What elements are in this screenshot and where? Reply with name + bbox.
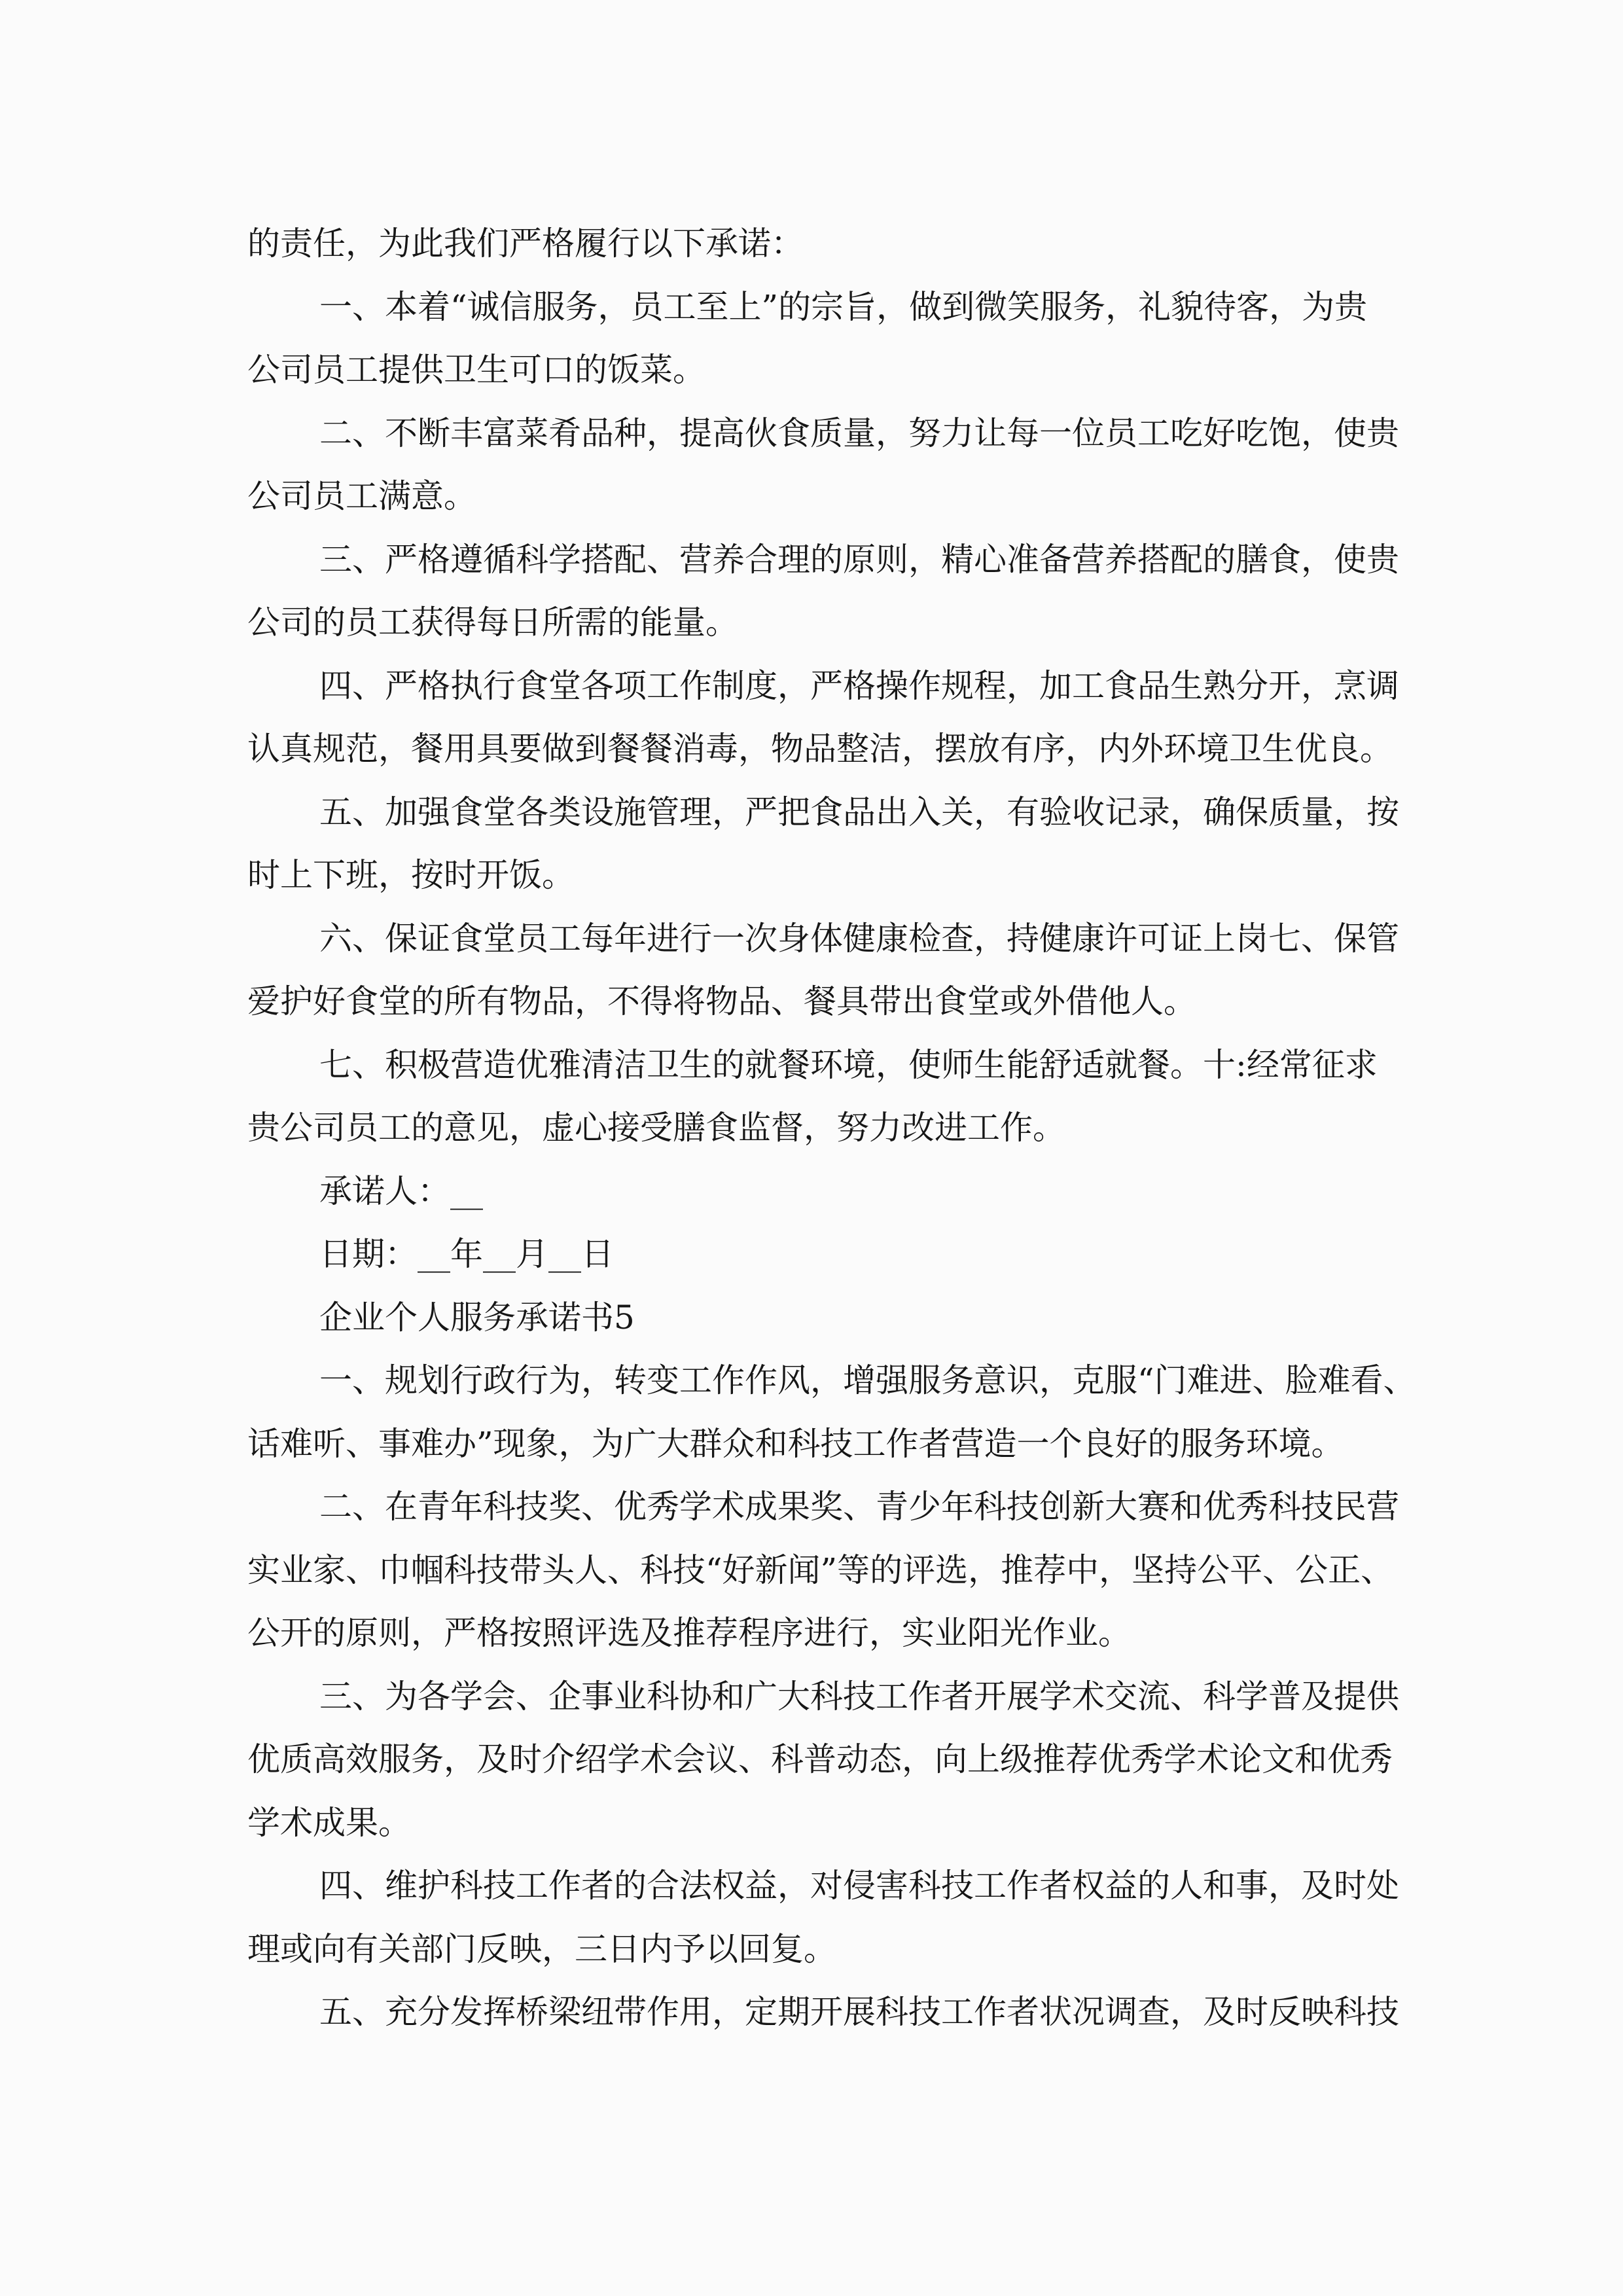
text-line: 五、加强食堂各类设施管理，严把食品出入关，有验收记录，确保质量，按 xyxy=(319,793,1399,831)
text-line: 公司员工满意。 xyxy=(247,477,476,515)
text-line: 话难听、事难办”现象，为广大群众和科技工作者营造一个良好的服务环境。 xyxy=(247,1424,1344,1463)
document-content xyxy=(247,212,1419,2044)
text-line: 四、严格执行食堂各项工作制度，严格操作规程，加工食品生熟分开，烹调 xyxy=(319,666,1399,705)
text-line: 认真规范，餐用具要做到餐餐消毒，物品整洁，摆放有序，内外环境卫生优良。 xyxy=(247,730,1393,768)
text-line: 四、维护科技工作者的合法权益，对侵害科技工作者权益的人和事，及时处 xyxy=(319,1867,1399,1905)
text-line: 七、积极营造优雅清洁卫生的就餐环境，使师生能舒适就餐。十:经常征求 xyxy=(319,1045,1378,1084)
text-line: 三、严格遵循科学搭配、营养合理的原则，精心准备营养搭配的膳食，使贵 xyxy=(319,540,1399,579)
text-line: 二、在青年科技奖、优秀学术成果奖、青少年科技创新大赛和优秀科技民营 xyxy=(319,1488,1399,1526)
text-line: 公司员工提供卫生可口的饭菜。 xyxy=(247,351,705,389)
text-line: 实业家、巾帼科技带头人、科技“好新闻”等的评选，推荐中，坚持公平、公正、 xyxy=(247,1551,1394,1589)
text-line: 五、充分发挥桥梁纽带作用，定期开展科技工作者状况调查，及时反映科技 xyxy=(319,1993,1399,2031)
text-line: 优质高效服务，及时介绍学术会议、科普动态，向上级推荐优秀学术论文和优秀 xyxy=(247,1740,1393,1778)
text-line: 理或向有关部门反映，三日内予以回复。 xyxy=(247,1929,836,1968)
text-line: 公开的原则，严格按照评选及推荐程序进行，实业阳光作业。 xyxy=(247,1614,1131,1652)
text-line: 时上下班，按时开饭。 xyxy=(247,856,575,894)
text-line: 学术成果。 xyxy=(247,1803,411,1842)
text-line: 企业个人服务承诺书5 xyxy=(319,1298,635,1336)
text-line: 三、为各学会、企事业科协和广大科技工作者开展学术交流、科学普及提供 xyxy=(319,1677,1399,1715)
text-line: 贵公司员工的意见，虚心接受膳食监督，努力改进工作。 xyxy=(247,1109,1065,1147)
text-line: 日期：__年__月__日 xyxy=(319,1235,614,1273)
text-line: 公司的员工获得每日所需的能量。 xyxy=(247,603,738,641)
text-line: 六、保证食堂员工每年进行一次身体健康检查，持健康许可证上岗七、保管 xyxy=(319,919,1399,958)
text-line: 的责任，为此我们严格履行以下承诺： xyxy=(247,224,804,262)
text-line: 二、不断丰富菜肴品种，提高伙食质量，努力让每一位员工吃好吃饱，使贵 xyxy=(319,414,1399,452)
text-line: 爱护好食堂的所有物品，不得将物品、餐具带出食堂或外借他人。 xyxy=(247,982,1196,1020)
text-line: 一、本着“诚信服务，员工至上”的宗旨，做到微笑服务，礼貌待客，为贵 xyxy=(319,287,1368,326)
text-line: 承诺人：__ xyxy=(319,1172,483,1210)
text-line: 一、规划行政行为，转变工作作风，增强服务意识，克服“门难进、脸难看、 xyxy=(319,1361,1416,1399)
